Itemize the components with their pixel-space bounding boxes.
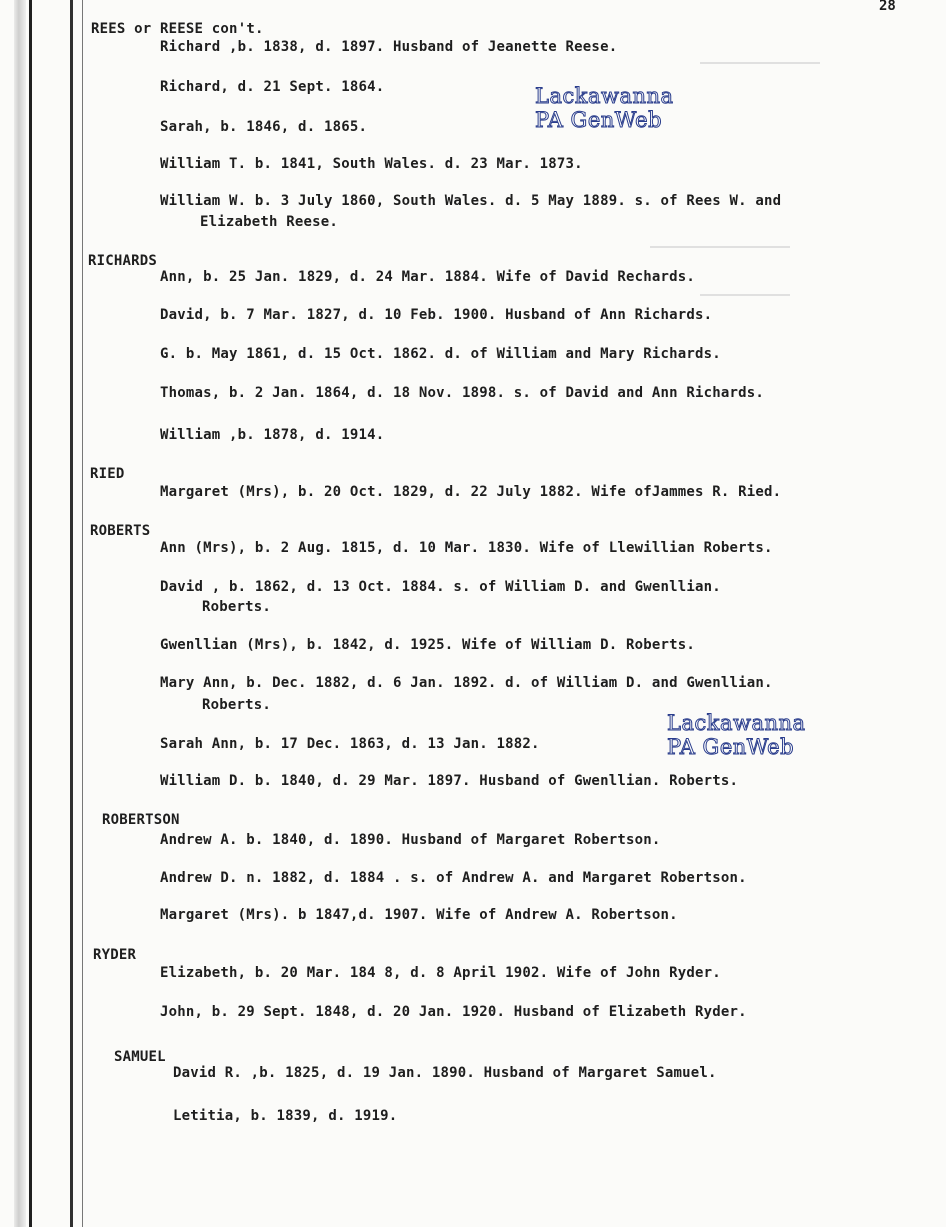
entry-line: David, b. 7 Mar. 1827, d. 10 Feb. 1900. Husband of Ann Richards. bbox=[160, 307, 713, 323]
entry-line: Margaret (Mrs), b. 20 Oct. 1829, d. 22 July 1882. Wife ofJammes R. Ried. bbox=[160, 484, 782, 500]
watermark-line-2: PA GenWeb bbox=[535, 108, 663, 132]
entry-line: William D. b. 1840, d. 29 Mar. 1897. Husband of Gwenllian. Roberts. bbox=[160, 773, 739, 789]
entry-line: Thomas, b. 2 Jan. 1864, d. 18 Nov. 1898. s. of David and Ann Richards. bbox=[160, 385, 765, 401]
watermark-line-2: PA GenWeb bbox=[667, 735, 795, 759]
margin-rule-thin bbox=[82, 0, 83, 1227]
watermark-line-1: Lackawanna bbox=[667, 711, 806, 735]
watermark bbox=[535, 84, 674, 132]
page-number: 28 bbox=[879, 0, 896, 14]
entry-line: David R. ,b. 1825, d. 19 Jan. 1890. Husband of Margaret Samuel. bbox=[173, 1065, 717, 1081]
surname-heading-ried: RIED bbox=[90, 466, 125, 482]
surname-heading-samuel: SAMUEL bbox=[114, 1049, 166, 1065]
margin-rule bbox=[70, 0, 73, 1227]
entry-line: Richard ,b. 1838, d. 1897. Husband of Jeanette Reese. bbox=[160, 39, 618, 55]
entry-line: Gwenllian (Mrs), b. 1842, d. 1925. Wife of William D. Roberts. bbox=[160, 637, 695, 653]
binding-rule bbox=[29, 0, 32, 1227]
entry-line: David , b. 1862, d. 13 Oct. 1884. s. of William D. and Gwenllian. bbox=[160, 579, 721, 595]
entry-line: William T. b. 1841, South Wales. d. 23 Mar. 1873. bbox=[160, 156, 583, 172]
entry-line: Andrew A. b. 1840, d. 1890. Husband of Margaret Robertson. bbox=[160, 832, 661, 848]
surname-heading-roberts: ROBERTS bbox=[90, 523, 151, 539]
entry-line-continued: Elizabeth Reese. bbox=[200, 214, 339, 230]
entry-line-continued: Roberts. bbox=[202, 599, 272, 615]
watermark-line-1: Lackawanna bbox=[535, 84, 674, 108]
entry-line: Margaret (Mrs). b 1847,d. 1907. Wife of Andrew A. Robertson. bbox=[160, 907, 678, 923]
entry-line: Sarah, b. 1846, d. 1865. bbox=[160, 119, 368, 135]
surname-heading-ryder: RYDER bbox=[93, 947, 137, 963]
scan-smudge bbox=[650, 246, 790, 248]
entry-line: Richard, d. 21 Sept. 1864. bbox=[160, 79, 385, 95]
entry-line: Elizabeth, b. 20 Mar. 184 8, d. 8 April 1902. Wife of John Ryder. bbox=[160, 965, 721, 981]
entry-line: Ann, b. 25 Jan. 1829, d. 24 Mar. 1884. Wife of David Rechards. bbox=[160, 269, 695, 285]
entry-line: Ann (Mrs), b. 2 Aug. 1815, d. 10 Mar. 1830. Wife of Llewillian Roberts. bbox=[160, 540, 773, 556]
entry-line-continued: Roberts. bbox=[202, 697, 272, 713]
surname-heading-richards: RICHARDS bbox=[88, 253, 158, 269]
scan-smudge bbox=[700, 62, 820, 64]
entry-line: Mary Ann, b. Dec. 1882, d. 6 Jan. 1892. d. of William D. and Gwenllian. bbox=[160, 675, 773, 691]
entry-line: Andrew D. n. 1882, d. 1884 . s. of Andrew A. and Margaret Robertson. bbox=[160, 870, 747, 886]
surname-heading-robertson: ROBERTSON bbox=[102, 812, 180, 828]
entry-line: John, b. 29 Sept. 1848, d. 20 Jan. 1920. Husband of Elizabeth Ryder. bbox=[160, 1004, 747, 1020]
scan-smudge bbox=[700, 294, 790, 296]
entry-line: William W. b. 3 July 1860, South Wales. d. 5 May 1889. s. of Rees W. and bbox=[160, 193, 782, 209]
entry-line: Letitia, b. 1839, d. 1919. bbox=[173, 1108, 398, 1124]
surname-heading-rees: REES or REESE con't. bbox=[91, 21, 264, 37]
entry-line: William ,b. 1878, d. 1914. bbox=[160, 427, 385, 443]
entry-line: Sarah Ann, b. 17 Dec. 1863, d. 13 Jan. 1882. bbox=[160, 736, 540, 752]
binding-edge bbox=[14, 0, 26, 1227]
entry-line: G. b. May 1861, d. 15 Oct. 1862. d. of William and Mary Richards. bbox=[160, 346, 721, 362]
watermark bbox=[667, 711, 806, 759]
